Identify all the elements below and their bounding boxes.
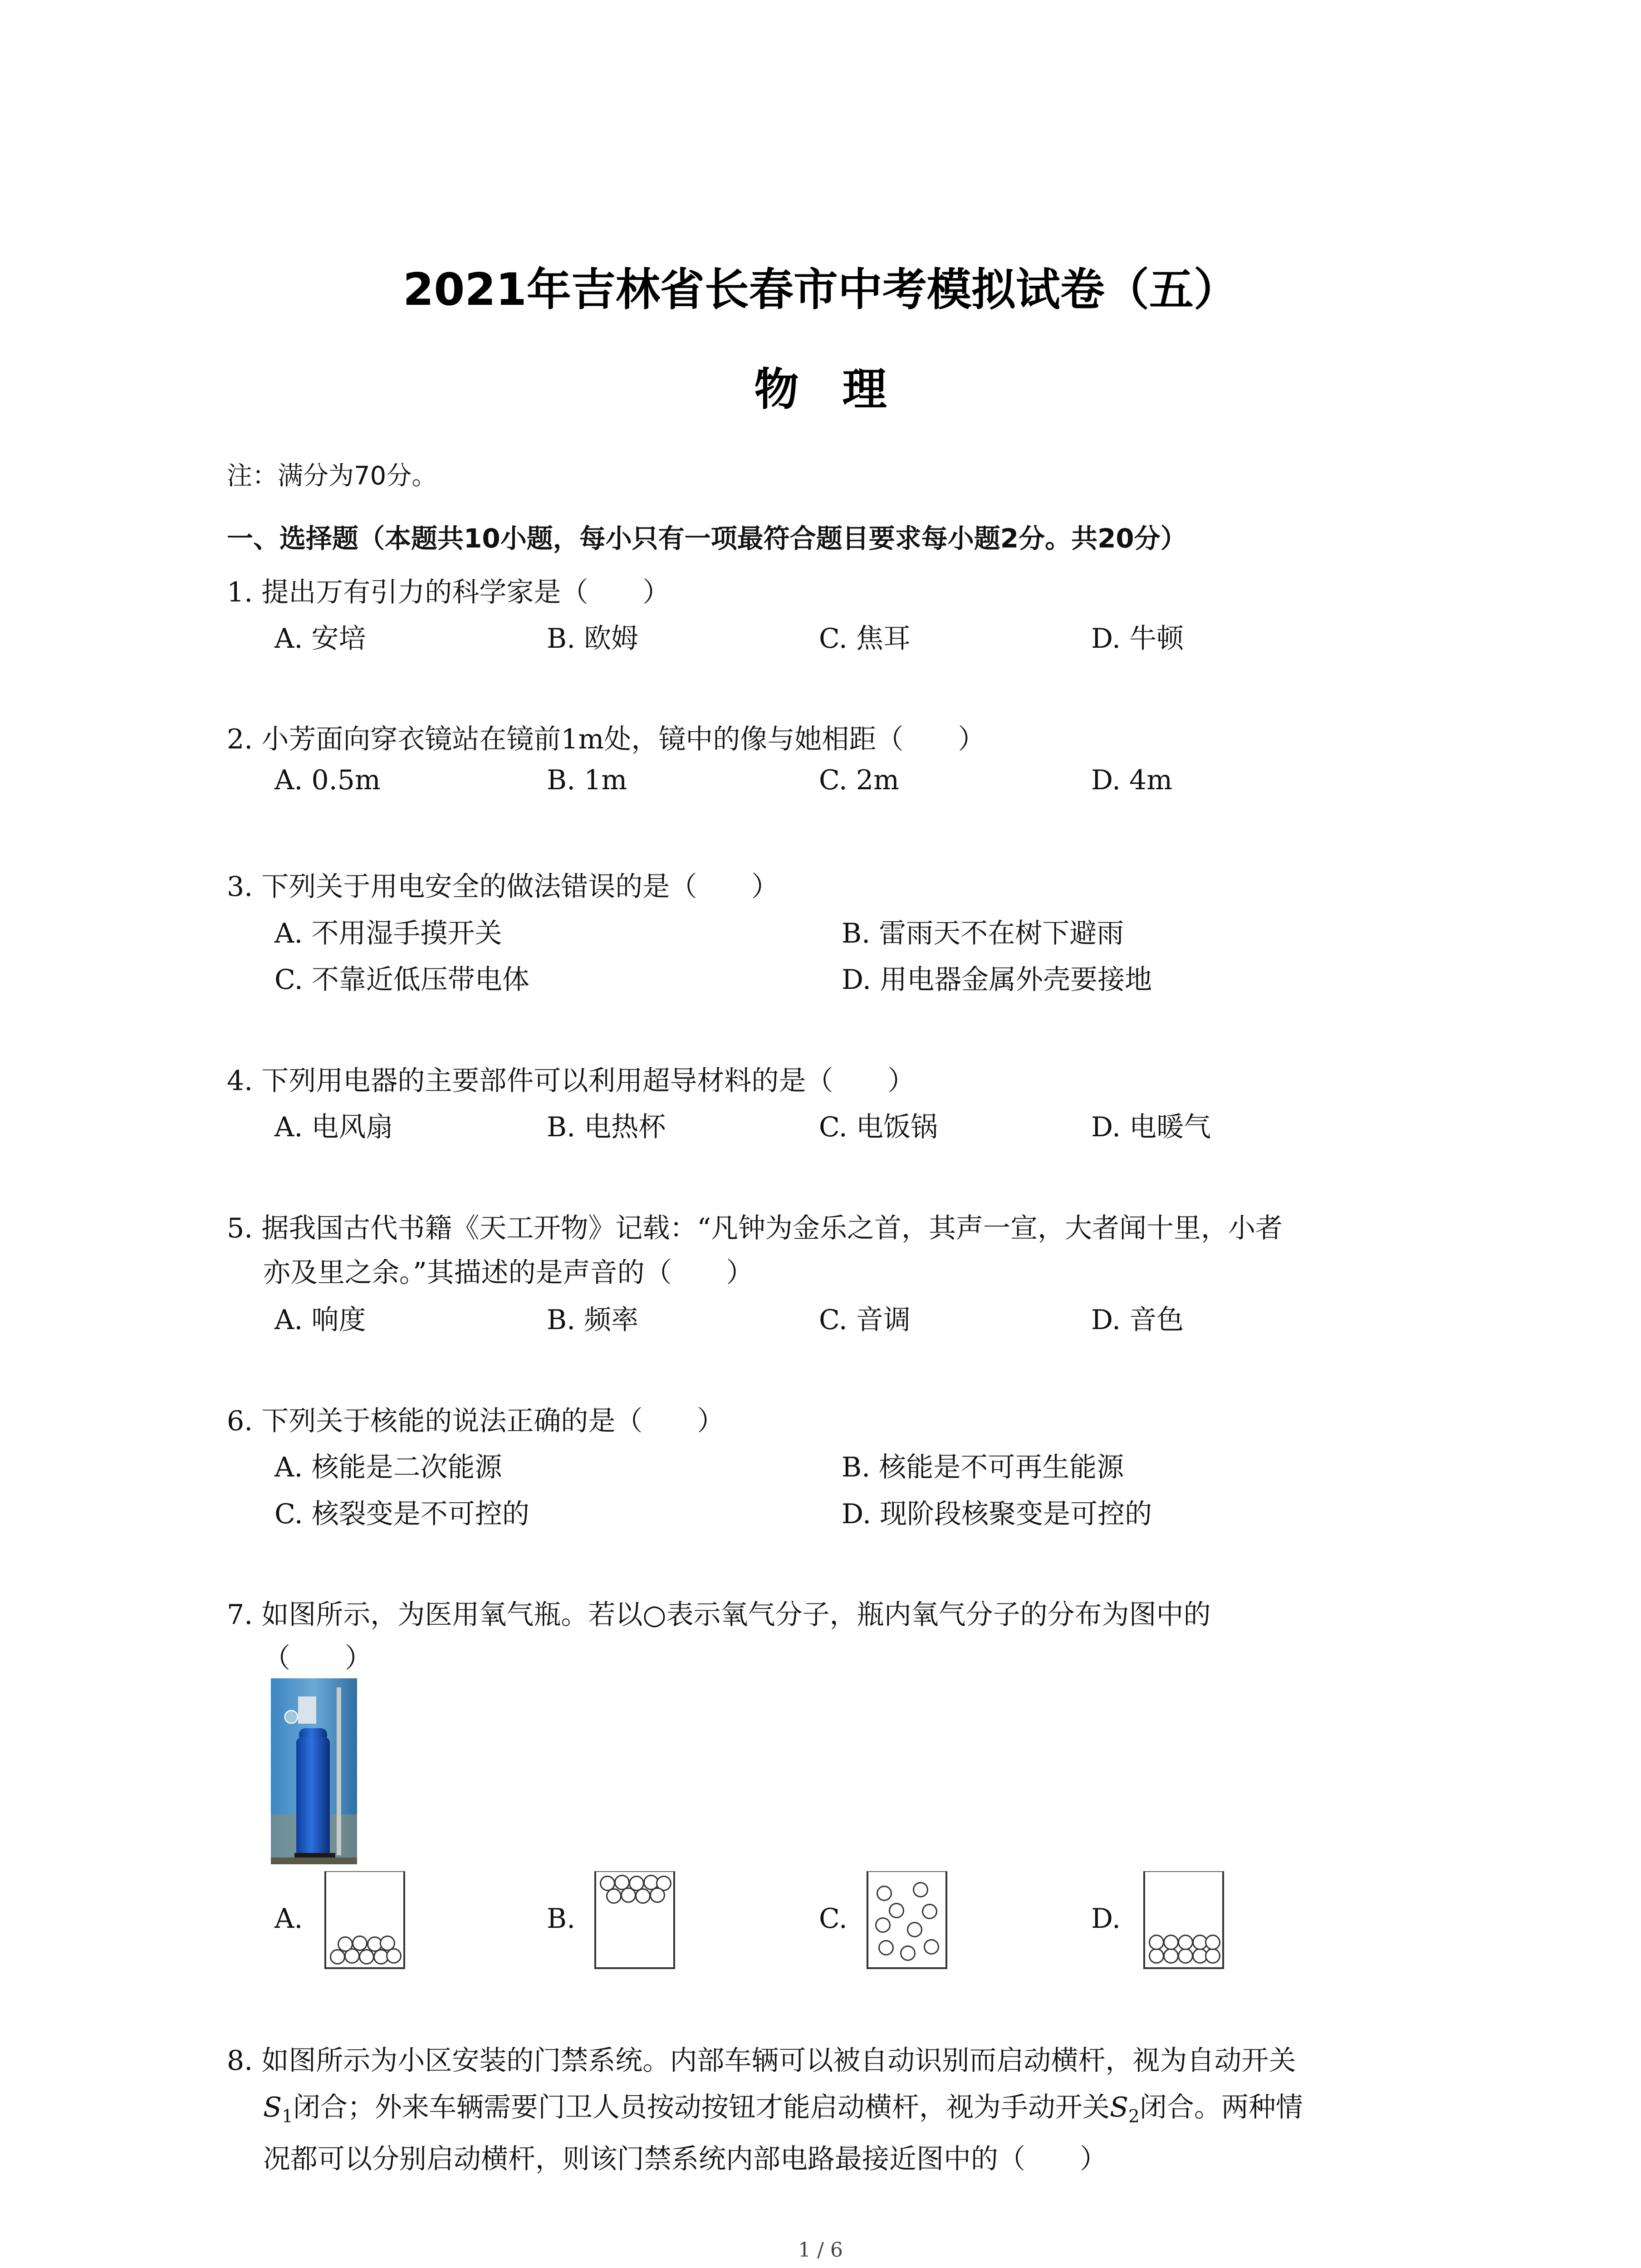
question-3-stem: 3. 下列关于用电安全的做法错误的是（ ） (227, 871, 779, 903)
question-2-option-a: A. 0.5m (274, 764, 381, 796)
section-heading: 一、选择题（本题共10小题，每小只有一项最符合题目要求每小题2分。共20分） (227, 523, 1187, 554)
oxygen-cylinder-photo (271, 1678, 357, 1864)
question-8-stem-part: 闭合；外来车辆需要门卫人员按动按钮才能启动横杆，视为手动开关 (293, 2092, 1110, 2123)
molecule (1163, 1935, 1179, 1950)
question-7-option-c-label: C. (819, 1903, 847, 1935)
question-6-option-b: B. 核能是不可再生能源 (842, 1452, 1124, 1483)
question-5-option-d: D. 音色 (1091, 1304, 1184, 1336)
molecule (1178, 1948, 1193, 1964)
question-7-option-c-box[interactable] (867, 1871, 947, 1969)
question-8-stem-line3: 况都可以分别启动横杆，则该门禁系统内部电路最接近图中的（ ） (263, 2143, 1107, 2175)
molecule (878, 1940, 894, 1955)
molecule (922, 1904, 937, 1919)
question-4-option-b: B. 电热杯 (547, 1111, 666, 1143)
question-2-option-d: D. 4m (1091, 764, 1173, 796)
question-1-stem: 1. 提出万有引力的科学家是（ ） (227, 577, 670, 608)
question-5-stem-line1: 5. 据我国古代书籍《天工开物》记载：“凡钟为金乐之首，其声一宣，大者闻十里，小者 (227, 1212, 1283, 1244)
molecule (1149, 1948, 1164, 1964)
question-1-option-a: A. 安培 (274, 623, 366, 655)
page-title: 2021年吉林省长春市中考模拟试卷（五） (403, 264, 1238, 316)
question-7-option-b-box[interactable] (594, 1871, 675, 1969)
question-6-stem: 6. 下列关于核能的说法正确的是（ ） (227, 1405, 725, 1437)
question-2-stem: 2. 小芳面向穿衣镜站在镜前1m处，镜中的像与她相距（ ） (227, 723, 985, 755)
molecule (635, 1888, 651, 1904)
molecule (1178, 1935, 1193, 1950)
question-6-option-a: A. 核能是二次能源 (274, 1452, 502, 1483)
question-1-option-d: D. 牛顿 (1091, 623, 1184, 655)
question-2-option-c: C. 2m (819, 764, 899, 796)
molecule (606, 1888, 622, 1904)
question-5-option-a: A. 响度 (274, 1304, 366, 1336)
switch-s1-symbol: S (263, 2092, 282, 2123)
molecule (338, 1936, 353, 1952)
question-8-stem-line2 (263, 2086, 1303, 2127)
question-2-option-b: B. 1m (547, 764, 627, 796)
question-7-option-d-box[interactable] (1143, 1871, 1224, 1969)
question-1-option-c: C. 焦耳 (819, 623, 911, 655)
page-number: 1 / 6 (798, 2239, 843, 2262)
subject-title: 物理 (754, 364, 931, 415)
molecule (924, 1939, 939, 1955)
molecule (900, 1945, 916, 1961)
molecule (1205, 1948, 1220, 1964)
question-4-option-a: A. 电风扇 (274, 1111, 393, 1143)
question-4-option-c: C. 电饭锅 (819, 1111, 938, 1143)
question-6-option-c: C. 核裂变是不可控的 (274, 1498, 529, 1530)
question-5-option-b: B. 频率 (547, 1304, 639, 1336)
molecule (875, 1917, 891, 1933)
molecule (650, 1887, 665, 1903)
molecule (1205, 1935, 1220, 1950)
switch-s2-symbol: S (1109, 2092, 1129, 2123)
molecule (907, 1922, 922, 1937)
molecule (913, 1882, 928, 1897)
question-7-stem-line2: （ ） (263, 1642, 372, 1674)
question-4-option-d: D. 电暖气 (1091, 1111, 1211, 1143)
question-7-option-d-label: D. (1091, 1903, 1121, 1935)
exam-note: 注：满分为70分。 (227, 461, 437, 491)
question-3-option-a: A. 不用湿手摸开关 (274, 918, 502, 949)
molecule (621, 1887, 636, 1903)
molecule (1163, 1948, 1179, 1964)
question-1-option-b: B. 欧姆 (547, 623, 639, 655)
question-5-option-c: C. 音调 (819, 1304, 911, 1336)
molecule (1149, 1935, 1164, 1950)
molecule (380, 1936, 395, 1951)
molecule (877, 1886, 892, 1901)
question-7-option-b-label: B. (547, 1903, 576, 1935)
question-3-option-c: C. 不靠近低压带电体 (274, 964, 529, 996)
question-5-stem-line2: 亦及里之余。”其描述的是声音的（ ） (263, 1257, 754, 1289)
question-3-option-d: D. 用电器金属外壳要接地 (842, 964, 1152, 996)
switch-s2-subscript: 2 (1128, 2107, 1140, 2127)
question-8-stem-line1: 8. 如图所示为小区安装的门禁系统。内部车辆可以被自动识别而启动横杆，视为自动开关 (227, 2045, 1296, 2077)
question-6-option-d: D. 现阶段核聚变是可控的 (842, 1498, 1152, 1530)
molecule (889, 1903, 904, 1918)
question-4-stem: 4. 下列用电器的主要部件可以利用超导材料的是（ ） (227, 1065, 915, 1097)
question-8-stem-part: 闭合。两种情 (1139, 2092, 1303, 2123)
question-7-option-a-box[interactable] (324, 1871, 405, 1969)
switch-s1-subscript: 1 (282, 2107, 293, 2127)
molecule (352, 1936, 367, 1951)
question-3-option-b: B. 雷雨天不在树下避雨 (842, 918, 1124, 949)
question-7-stem-line1: 7. 如图所示，为医用氧气瓶。若以○表示氧气分子，瓶内氧气分子的分布为图中的 (227, 1599, 1211, 1631)
question-7-option-a-label: A. (274, 1903, 303, 1935)
